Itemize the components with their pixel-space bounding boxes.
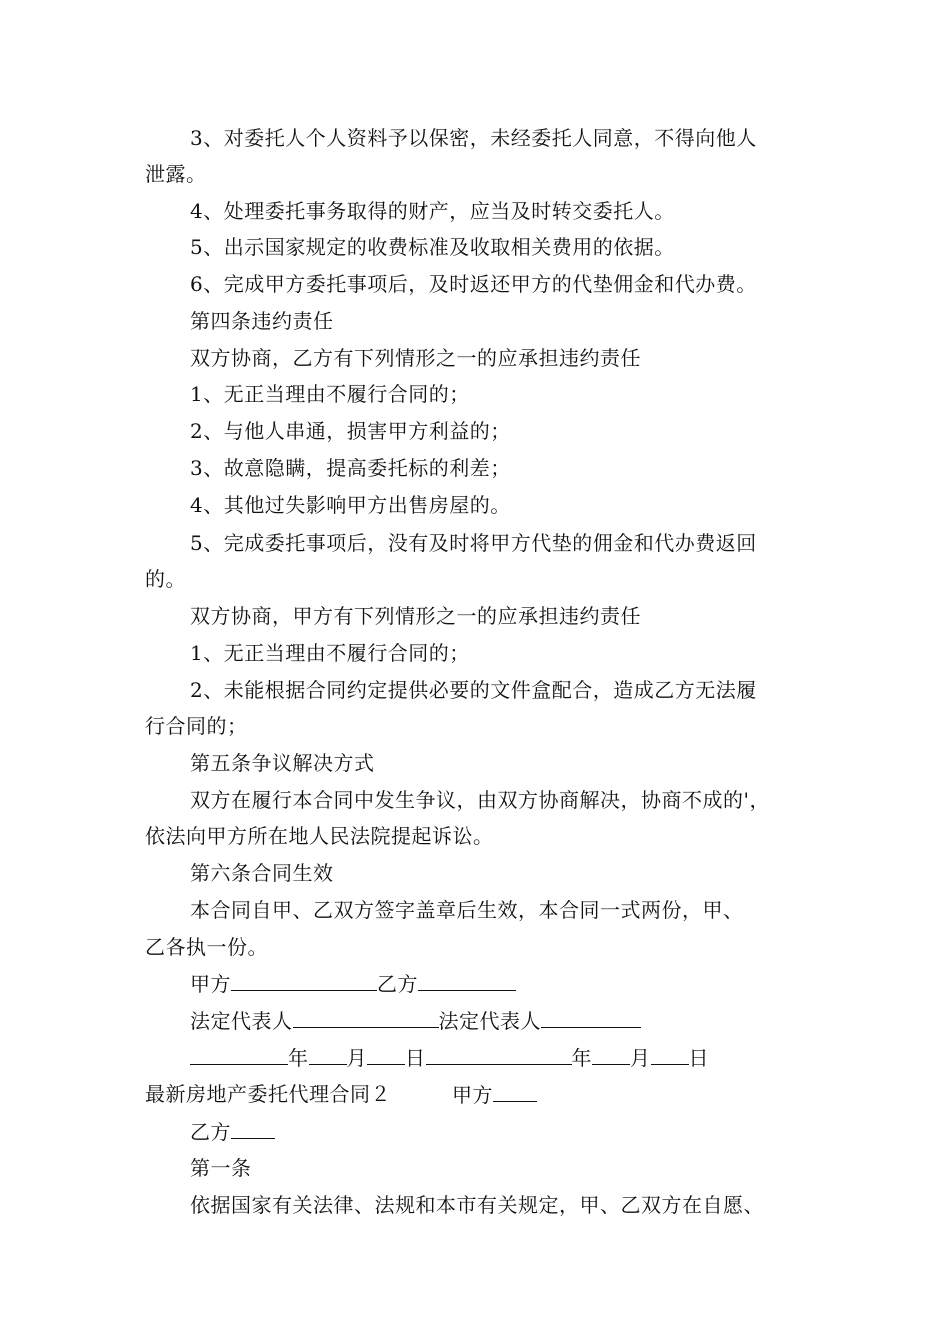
day-b-blank xyxy=(651,1044,689,1065)
text-line: 3、故意隐瞒，提高委托标的利差； xyxy=(190,456,511,480)
second-party-b-label: 乙方 xyxy=(190,1120,231,1144)
text-line: 1、无正当理由不履行合同的； xyxy=(190,382,470,406)
month-b-blank xyxy=(592,1044,630,1065)
year-label: 年 xyxy=(288,1046,309,1070)
year-b-blank xyxy=(426,1044,572,1065)
rep-a-blank xyxy=(293,1007,439,1028)
party-b-label: 乙方 xyxy=(377,972,418,996)
text-line: 1、无正当理由不履行合同的； xyxy=(190,641,470,665)
day-label: 日 xyxy=(688,1046,709,1070)
text-line: 泄露。 xyxy=(145,162,207,186)
signature-rep-line xyxy=(190,1007,641,1034)
text-line: 本合同自甲、乙双方签字盖章后生效，本合同一式两份，甲、 xyxy=(190,898,744,922)
party-a-label: 甲方 xyxy=(190,972,231,996)
text-line: 依据国家有关法律、法规和本市有关规定，甲、乙双方在自愿、 xyxy=(190,1193,764,1217)
party-b-blank xyxy=(418,970,516,991)
day-label: 日 xyxy=(405,1046,426,1070)
section-heading: 第四条违约责任 xyxy=(190,309,334,333)
year-label: 年 xyxy=(571,1046,592,1070)
text-line: 乙各执一份。 xyxy=(145,935,268,959)
second-party-b-blank xyxy=(231,1118,275,1139)
text-line: 6、完成甲方委托事项后，及时返还甲方的代垫佣金和代办费。 xyxy=(190,272,757,296)
text-line: 双方协商，甲方有下列情形之一的应承担违约责任 xyxy=(190,604,641,628)
signature-date-line xyxy=(190,1044,709,1071)
section-heading: 第六条合同生效 xyxy=(190,861,334,885)
day-a-blank xyxy=(367,1044,405,1065)
second-party-a-blank xyxy=(493,1081,537,1102)
article-one-heading: 第一条 xyxy=(190,1156,252,1180)
text-line: 双方协商，乙方有下列情形之一的应承担违约责任 xyxy=(190,346,641,370)
second-party-b-line xyxy=(190,1118,275,1145)
section-heading: 第五条争议解决方式 xyxy=(190,751,375,775)
text-line: 5、完成委托事项后，没有及时将甲方代垫的佣金和代办费返回 xyxy=(190,531,757,555)
second-party-a-label: 甲方 xyxy=(452,1083,493,1107)
text-line: 3、对委托人个人资料予以保密，未经委托人同意，不得向他人 xyxy=(190,126,757,150)
signature-party-line xyxy=(190,970,516,997)
text-line: 5、出示国家规定的收费标准及收取相关费用的依据。 xyxy=(190,235,675,259)
rep-b-blank xyxy=(541,1007,641,1028)
text-line: 2、与他人串通，损害甲方利益的； xyxy=(190,419,511,443)
text-line: 行合同的； xyxy=(145,714,248,738)
month-label: 月 xyxy=(346,1046,367,1070)
text-line: 双方在履行本合同中发生争议，由双方协商解决，协商不成的'， xyxy=(190,788,770,812)
party-a-blank xyxy=(231,970,377,991)
text-line: 2、未能根据合同约定提供必要的文件盒配合，造成乙方无法履 xyxy=(190,678,757,702)
text-line: 依法向甲方所在地人民法院提起诉讼。 xyxy=(145,824,494,848)
rep-b-label: 法定代表人 xyxy=(438,1009,541,1033)
year-a-blank xyxy=(190,1044,288,1065)
rep-a-label: 法定代表人 xyxy=(190,1009,293,1033)
text-line: 的。 xyxy=(145,567,186,591)
second-contract-title: 最新房地产委托代理合同２ xyxy=(145,1082,391,1106)
text-line: 4、其他过失影响甲方出售房屋的。 xyxy=(190,493,511,517)
second-party-a-line xyxy=(452,1081,537,1108)
text-line: 4、处理委托事务取得的财产，应当及时转交委托人。 xyxy=(190,199,675,223)
month-a-blank xyxy=(309,1044,347,1065)
month-label: 月 xyxy=(630,1046,651,1070)
